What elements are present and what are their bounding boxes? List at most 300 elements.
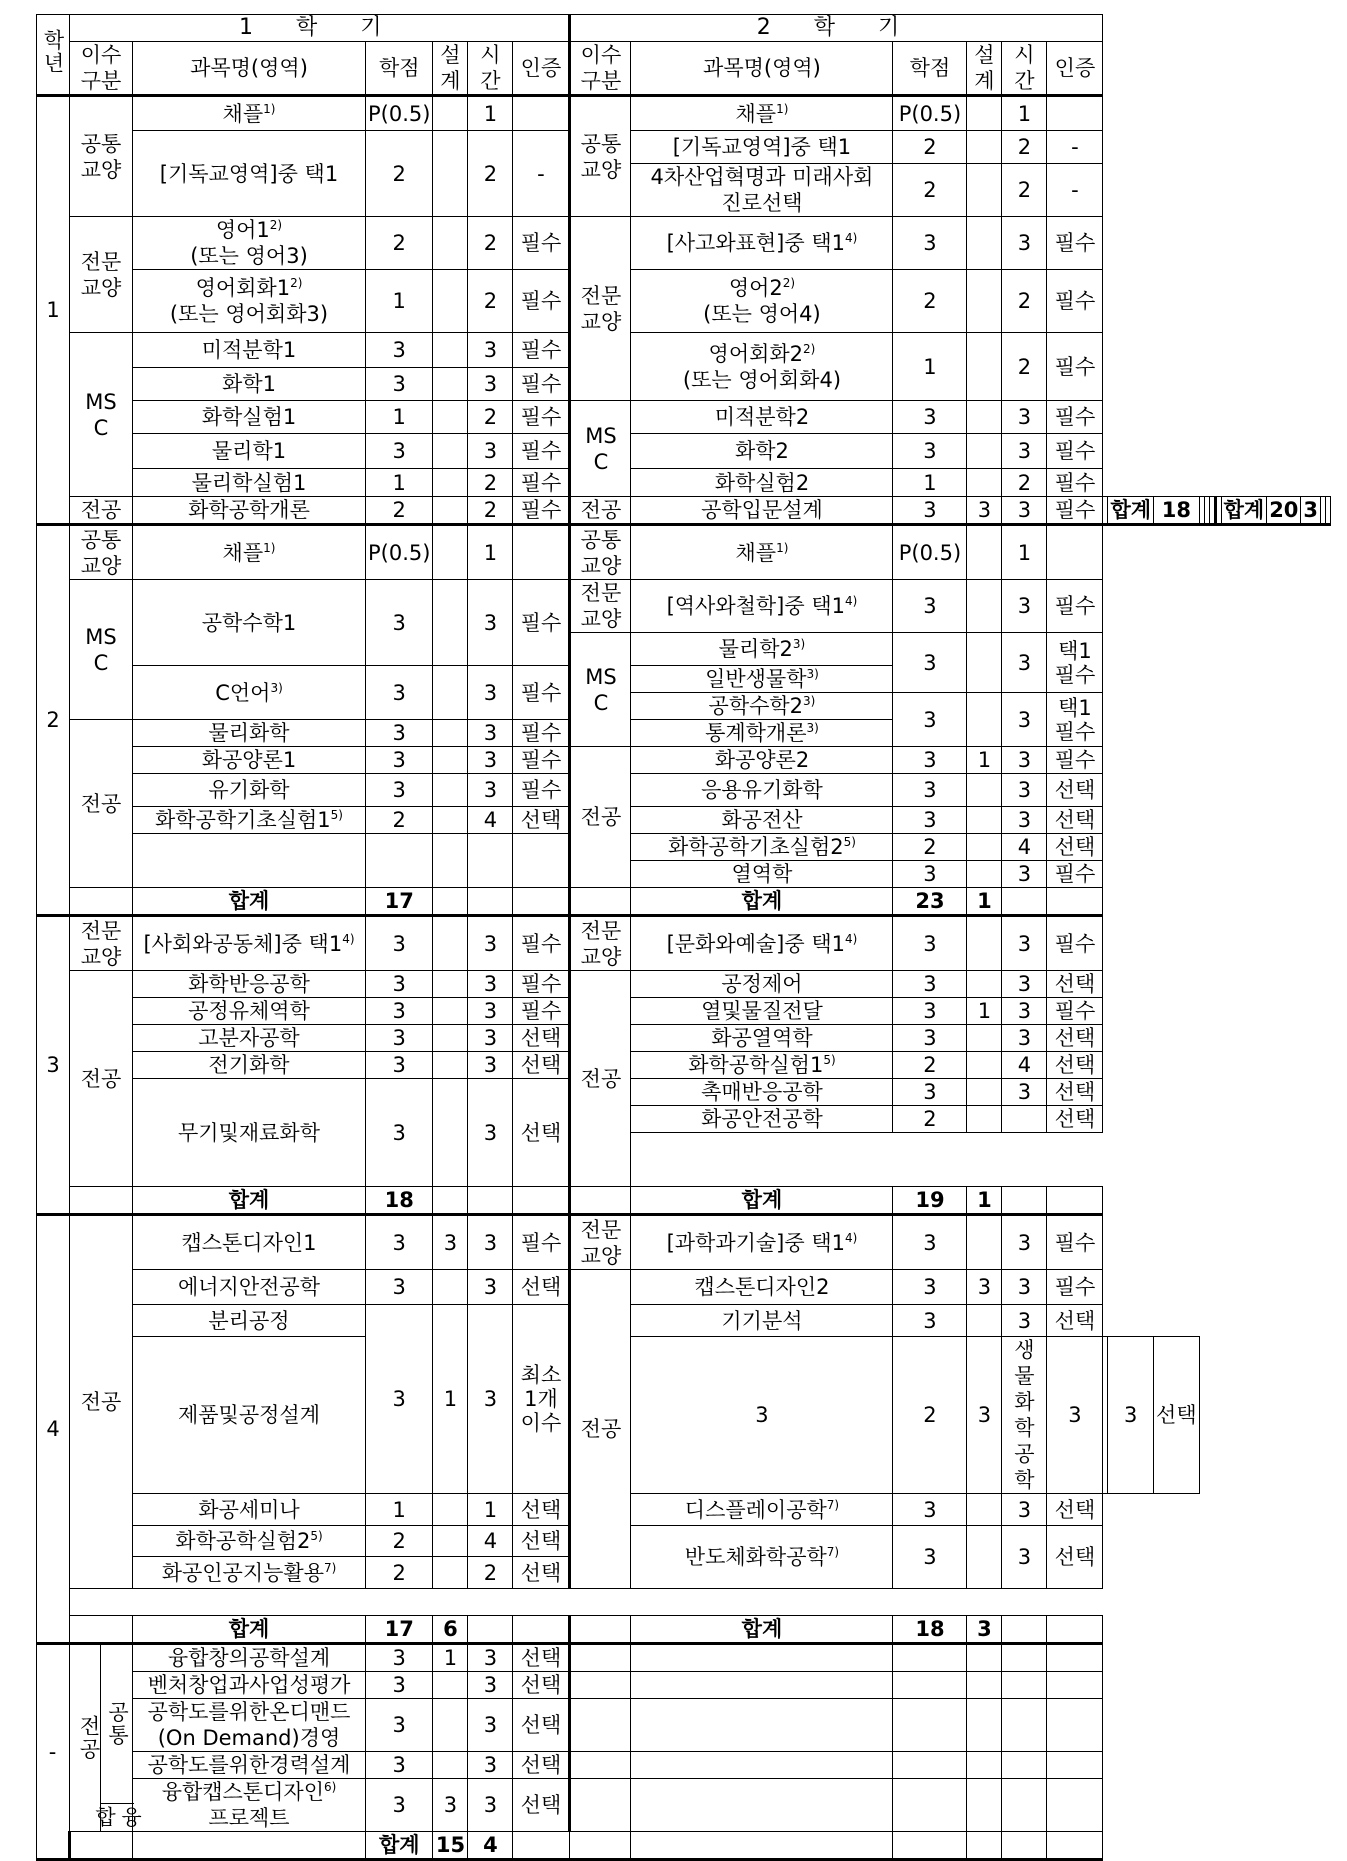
total-label: 합계	[133, 1187, 366, 1215]
grade-header: 학년	[37, 15, 70, 96]
course-design	[967, 1305, 1002, 1337]
course-cert: 선택	[1047, 1025, 1103, 1052]
credit-header-1: 학점	[366, 42, 433, 96]
course-name	[133, 807, 366, 834]
course-design	[433, 1079, 468, 1187]
table-row	[37, 888, 1331, 916]
course-design	[967, 96, 1002, 131]
course-hours: 2	[468, 217, 513, 270]
table-row	[37, 469, 1331, 497]
course-name	[133, 1779, 366, 1832]
course-hours: 3	[1002, 497, 1047, 525]
course-cert: 필수	[1047, 580, 1103, 633]
empty-cell	[570, 1752, 631, 1779]
course-design	[967, 1079, 1002, 1106]
course-name	[631, 747, 893, 774]
course-hours: 3	[1002, 1215, 1047, 1270]
grade-cell: 3	[37, 916, 70, 1215]
course-name-text: C언어	[215, 680, 271, 705]
course-hours: 2	[468, 401, 513, 434]
course-design	[433, 774, 468, 807]
course-cert: 선택	[1047, 1079, 1103, 1106]
total-design: 3	[967, 1616, 1002, 1644]
course-design	[967, 774, 1002, 807]
table-row	[37, 1270, 1331, 1305]
design-header-1: 설계	[433, 42, 468, 96]
grade-cell: 1	[37, 96, 70, 525]
course-name-text: 물리학실험1	[191, 470, 307, 495]
course-design	[967, 131, 1002, 164]
empty-cell	[1002, 1699, 1047, 1752]
total-empty	[513, 888, 570, 916]
empty-cell	[631, 1672, 893, 1699]
total-label: 합계	[1108, 497, 1154, 525]
footnote-mark: 4)	[845, 931, 858, 946]
table-row	[37, 1187, 1331, 1215]
course-name-text: 열및물질전달	[701, 999, 823, 1023]
course-design	[433, 1699, 468, 1752]
course-name	[133, 774, 366, 807]
course-name-text: 공학수학2	[708, 694, 804, 718]
course-credit: 3	[366, 1215, 433, 1270]
footnote-mark: 2)	[269, 218, 283, 232]
course-cert: 필수	[1047, 434, 1103, 469]
course-name-text: 화학공학기초실험2	[667, 835, 844, 859]
course-design	[967, 525, 1002, 580]
course-name-text: [문화와예술]중 택1	[666, 931, 845, 956]
course-hours: 3	[468, 971, 513, 998]
course-name-text: 화공양론1	[201, 748, 297, 772]
empty-cell	[631, 1644, 893, 1672]
table-row	[37, 747, 1331, 774]
course-cert: 필수	[1047, 1270, 1103, 1305]
course-name	[133, 1305, 366, 1337]
empty-cell	[893, 1699, 967, 1752]
course-name	[631, 774, 893, 807]
empty-cell	[893, 1832, 967, 1860]
course-name-text: 융합캡스톤디자인	[161, 1780, 324, 1804]
course-name-text: 화학반응공학	[188, 972, 310, 996]
course-name	[631, 1106, 893, 1133]
table-row	[37, 1779, 1331, 1832]
course-credit: 3	[893, 1526, 967, 1589]
course-credit: 3	[893, 1215, 967, 1270]
course-name-text: 화학공학실험1	[688, 1053, 824, 1077]
course-name	[631, 834, 893, 861]
course-design	[967, 1494, 1002, 1526]
course-hours: 3	[468, 434, 513, 469]
course-name	[133, 720, 366, 747]
course-cert: 선택	[1047, 774, 1103, 807]
course-cert	[513, 834, 570, 888]
course-name	[133, 525, 366, 580]
empty-cell	[893, 1644, 967, 1672]
course-design	[433, 368, 468, 401]
course-hours: 2	[468, 497, 513, 525]
course-name	[631, 434, 893, 469]
course-design	[433, 131, 468, 217]
course-design	[433, 401, 468, 434]
course-name	[133, 217, 366, 270]
course-name	[133, 834, 366, 888]
course-type-cell: 전문교양	[570, 1215, 631, 1270]
grade-cell: 4	[37, 1215, 70, 1644]
footnote-mark: 4)	[845, 594, 858, 608]
course-cert: 선택	[1047, 1494, 1103, 1526]
course-design: 1	[433, 1644, 468, 1672]
course-name	[631, 1052, 893, 1079]
course-name-text: 에너지안전공학	[177, 1275, 320, 1299]
course-type-cell: MSC	[570, 401, 631, 497]
table-row	[37, 971, 1331, 998]
total-credit: 17	[366, 1616, 433, 1644]
total-design: 3	[1301, 497, 1321, 525]
course-credit: 3	[893, 1025, 967, 1052]
course-cert: 필수	[1047, 998, 1103, 1025]
footnote-mark: 5)	[310, 1529, 323, 1543]
course-name	[631, 333, 893, 401]
course-cert: 최소 1개 이수	[513, 1305, 570, 1494]
course-name-text: 디스플레이공학	[684, 1497, 827, 1522]
course-hours	[468, 834, 513, 888]
empty-cell	[70, 1832, 133, 1860]
course-design	[967, 633, 1002, 693]
course-hours: 3	[468, 1779, 513, 1832]
empty-cell	[631, 1832, 893, 1860]
course-credit: 3	[366, 1752, 433, 1779]
course-cert: 필수	[513, 469, 570, 497]
course-cert: 필수	[1047, 861, 1103, 888]
total-label: 합계	[631, 1616, 893, 1644]
course-hours: 3	[468, 1215, 513, 1270]
course-credit: 3	[366, 971, 433, 998]
course-name-text: 미적분학1	[201, 338, 297, 362]
course-type-cell: 전공	[70, 497, 133, 525]
type-subdivider	[92, 1645, 143, 1831]
course-credit: P(0.5)	[366, 96, 433, 131]
course-credit: 3	[366, 1779, 433, 1832]
course-name-text: 공학도를위한온디맨드	[147, 1700, 351, 1724]
course-hours: 3	[468, 1752, 513, 1779]
course-hours: 1	[468, 96, 513, 131]
course-name	[133, 1557, 366, 1589]
total-design: 4	[468, 1832, 513, 1860]
total-label: 합계	[133, 888, 366, 916]
course-name-text: 일반생물학	[705, 667, 807, 691]
course-name	[133, 747, 366, 774]
course-name-text: [기독교영역]중 택1	[672, 135, 852, 159]
course-hours: 2	[1002, 333, 1047, 401]
course-design	[967, 916, 1002, 971]
total-credit: 19	[893, 1187, 967, 1215]
total-empty	[1047, 1616, 1103, 1644]
grade-cell: 2	[37, 525, 70, 916]
table-row	[37, 720, 1331, 747]
course-name-text: 화학1	[222, 372, 276, 396]
course-hours: 3	[468, 1025, 513, 1052]
footnote-mark: 3)	[803, 694, 816, 708]
course-design	[433, 1526, 468, 1557]
empty-cell	[631, 1779, 893, 1832]
course-design: 2	[893, 1337, 967, 1494]
course-name-text: 화학공학개론	[188, 498, 310, 522]
course-name-text: [사회와공동체]중 택1	[143, 931, 343, 956]
course-design	[433, 333, 468, 368]
course-name	[631, 1270, 893, 1305]
table-row	[37, 916, 1331, 971]
table-row	[37, 1025, 1331, 1052]
course-credit: P(0.5)	[893, 525, 967, 580]
course-hours: 3	[468, 1699, 513, 1752]
table-row	[37, 497, 1331, 525]
course-cert: 필수	[513, 720, 570, 747]
course-credit: 1	[366, 469, 433, 497]
course-hours: 3	[1002, 998, 1047, 1025]
empty-cell	[570, 1672, 631, 1699]
course-name-text: 화공세미나	[198, 1497, 300, 1522]
course-credit: 3	[893, 434, 967, 469]
course-cert: 필수	[513, 747, 570, 774]
course-cert: 선택	[1047, 1526, 1103, 1589]
course-name	[631, 666, 893, 693]
footnote-mark: 2)	[803, 341, 816, 356]
empty-cell	[893, 1752, 967, 1779]
empty-cell	[1002, 1644, 1047, 1672]
course-cert: 선택	[513, 1052, 570, 1079]
course-design: 3	[433, 1779, 468, 1832]
course-cert: 선택	[1047, 807, 1103, 834]
course-name-text: 영어2	[728, 276, 783, 300]
total-design	[433, 1187, 468, 1215]
total-empty	[570, 1832, 631, 1860]
empty-cell	[1047, 1644, 1103, 1672]
course-credit: 3	[366, 774, 433, 807]
course-hours: 3	[1002, 580, 1047, 633]
course-name	[133, 434, 366, 469]
course-name	[631, 807, 893, 834]
course-credit: 3	[893, 1494, 967, 1526]
course-credit: 3	[366, 1025, 433, 1052]
course-design: 3	[433, 1215, 468, 1270]
course-hours: 3	[1002, 434, 1047, 469]
course-hours: 1	[468, 1494, 513, 1526]
course-cert: 필수	[1047, 497, 1103, 525]
total-empty	[1002, 888, 1047, 916]
semester2-header: 2 학 기	[570, 15, 1103, 42]
course-design	[433, 807, 468, 834]
course-credit: 3	[366, 998, 433, 1025]
course-name-text: 무기및재료화학	[177, 1120, 320, 1145]
table-row	[37, 270, 1331, 300]
course-credit: 3	[893, 1270, 967, 1305]
course-credit: 3	[893, 580, 967, 633]
course-cert: 필수	[513, 401, 570, 434]
course-name-text: 화공양론2	[714, 748, 810, 772]
course-name	[133, 131, 366, 217]
course-design	[433, 1672, 468, 1699]
credit-header-2: 학점	[893, 42, 967, 96]
empty-cell	[1047, 1752, 1103, 1779]
course-credit: 3	[366, 1052, 433, 1079]
course-name	[631, 693, 893, 720]
course-cert	[513, 96, 570, 131]
course-name-text: 화공안전공학	[701, 1107, 823, 1131]
course-cert: 선택	[513, 1494, 570, 1526]
course-name-text: 영어회화1	[195, 276, 291, 300]
course-design: 1	[967, 998, 1002, 1025]
course-hours: 3	[468, 666, 513, 720]
course-name-text: 화학공학실험2	[175, 1529, 311, 1553]
course-credit: P(0.5)	[366, 525, 433, 580]
course-hours	[1002, 1106, 1047, 1133]
course-name-text: 공학도를위한경력설계	[147, 1753, 351, 1777]
table-row	[37, 774, 1331, 807]
course-design	[967, 834, 1002, 861]
course-cert: 선택	[513, 1752, 570, 1779]
course-name-text: 분리공정	[208, 1308, 290, 1333]
course-cert: 선택	[1047, 1052, 1103, 1079]
curriculum-table-wrap	[36, 14, 1331, 1861]
course-name	[133, 1079, 366, 1187]
course-cert: -	[1047, 131, 1103, 164]
course-type-cell: MSC	[70, 580, 133, 720]
course-credit: 3	[893, 1079, 967, 1106]
course-design	[433, 580, 468, 666]
course-hours: 3	[1002, 916, 1047, 971]
course-name	[631, 96, 893, 131]
hours-header-2: 시간	[1002, 42, 1047, 96]
total-empty	[1047, 1187, 1103, 1215]
course-hours: 3	[1002, 401, 1047, 434]
course-design	[433, 916, 468, 971]
course-name	[133, 1752, 366, 1779]
total-blank	[570, 888, 631, 916]
course-credit: 2	[366, 497, 433, 525]
course-name-text: [기독교영역]중 택1	[159, 161, 339, 186]
course-name	[133, 1526, 366, 1557]
course-hours: 3	[1002, 861, 1047, 888]
course-cert: 선택	[513, 1779, 570, 1832]
course-hours: 3	[468, 1052, 513, 1079]
course-type-cell: 전공	[70, 720, 133, 888]
course-name-text: 융합창의공학설계	[167, 1646, 331, 1670]
course-credit: 3	[1047, 1337, 1103, 1494]
course-design	[433, 1052, 468, 1079]
course-credit: 3	[893, 401, 967, 434]
course-credit: 3	[366, 720, 433, 747]
course-hours: 3	[468, 998, 513, 1025]
course-name	[631, 525, 893, 580]
course-credit: 2	[893, 164, 967, 217]
course-cert: 필수	[513, 916, 570, 971]
course-name-text: 영어1	[215, 218, 270, 242]
course-credit: 1	[366, 1494, 433, 1526]
course-hours: 3	[1002, 1494, 1047, 1526]
course-credit: 3	[893, 861, 967, 888]
course-name	[133, 270, 366, 333]
footnote-mark: 1)	[776, 540, 789, 555]
course-name-text: 물리학2	[718, 637, 793, 661]
course-credit: 3	[366, 434, 433, 469]
course-cert: 선택	[513, 1672, 570, 1699]
course-name-text: 제품및공정설계	[177, 1403, 320, 1427]
course-hours: 2	[468, 270, 513, 333]
type-cell-major	[70, 1644, 143, 1832]
course-name	[133, 666, 366, 720]
total-credit: 18	[1154, 497, 1200, 525]
course-type-cell: 전공	[70, 1215, 133, 1589]
total-blank	[70, 1187, 133, 1215]
course-credit: 3	[366, 1305, 433, 1494]
footnote-mark: 1)	[263, 540, 276, 555]
course-name	[133, 368, 366, 401]
course-hours: 2	[468, 469, 513, 497]
footnote-mark: 6)	[323, 1780, 337, 1794]
course-name-text: 채플	[222, 101, 264, 126]
table-row	[37, 1526, 1331, 1557]
course-credit: 2	[893, 834, 967, 861]
course-cert: 필수	[513, 333, 570, 368]
course-cert: 필수	[513, 774, 570, 807]
course-design	[967, 434, 1002, 469]
course-hours: 4	[468, 807, 513, 834]
grade-cell: -	[37, 1644, 70, 1860]
table-row	[37, 434, 1331, 469]
course-hours: 2	[1002, 469, 1047, 497]
course-name-text: 화학실험1	[201, 405, 297, 429]
table-row	[37, 96, 1331, 131]
empty-cell	[570, 1644, 631, 1672]
table-row	[37, 834, 1331, 861]
course-design	[433, 96, 468, 131]
course-hours: 3	[1002, 693, 1047, 747]
table-row	[37, 1215, 1331, 1270]
course-credit: 3	[366, 747, 433, 774]
course-credit: 3	[893, 998, 967, 1025]
course-cert: 필수	[513, 434, 570, 469]
course-type-cell: 전문교양	[70, 217, 133, 333]
empty-cell	[570, 1779, 631, 1832]
footnote-mark: 2)	[782, 276, 796, 290]
course-hours: 3	[1002, 807, 1047, 834]
total-credit: 17	[366, 888, 433, 916]
course-name-text: 열역학	[731, 862, 793, 886]
course-name	[631, 164, 893, 217]
course-cert: 필수	[1047, 401, 1103, 434]
total-empty	[1326, 497, 1331, 525]
course-credit: 3	[893, 1305, 967, 1337]
curriculum-table	[36, 14, 1331, 1861]
cert-header-1: 인증	[513, 42, 570, 96]
course-design	[967, 270, 1002, 333]
course-hours: 3	[1002, 747, 1047, 774]
semester1-header: 1 학 기	[70, 15, 570, 42]
table-row	[37, 401, 1331, 434]
course-design	[433, 666, 468, 720]
course-credit	[366, 834, 433, 888]
course-design	[433, 497, 468, 525]
subtype-common	[101, 1645, 134, 1804]
course-cert: 필수	[513, 270, 570, 333]
course-hours: 1	[1002, 96, 1047, 131]
course-design	[967, 1215, 1002, 1270]
course-design	[967, 1025, 1002, 1052]
column-header-row	[37, 42, 1331, 96]
empty-cell	[1002, 1672, 1047, 1699]
course-name	[133, 96, 366, 131]
course-cert: 필수	[1047, 747, 1103, 774]
table-row	[37, 1644, 1331, 1672]
